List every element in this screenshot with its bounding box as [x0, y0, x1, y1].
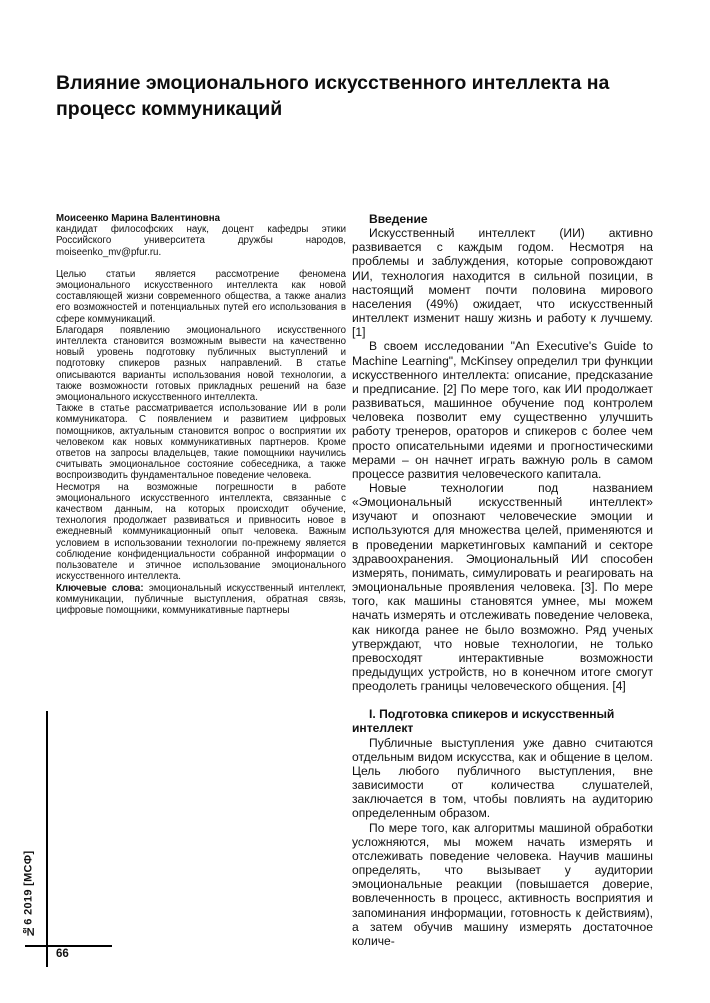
keywords — [56, 583, 346, 617]
abstract-paragraph: Целью статьи является рассмотрение феномена эмоционального искусственного интеллекта как новой составляющей жизни современного общества, а также анализ его возможностей и потенциальных путей его использования в сфере коммуникаций. — [56, 268, 346, 325]
footer-horizontal-rule — [25, 945, 112, 947]
keywords-label: Ключевые слова: — [56, 582, 144, 594]
author-name: Моисеенко Марина Валентиновна — [56, 213, 220, 224]
section-heading: I. Подготовка спикеров и искусственный интеллект — [352, 707, 615, 736]
body-paragraph: По мере того, как алгоритмы машиной обработки усложняются, мы можем начать измерять и отслеживать поведение человека. Научив машины определять, что вызывает у аудитории эмоциональные реакции (повышается доверие, вовлеченность в процесс, активность восприятия и запоминания информации, готовность к действиям), а затем обучив машину измерять достаточное количе- — [352, 820, 653, 948]
annotation-column — [56, 213, 346, 616]
journal-issue-label: №6 2019 [МСФ] — [22, 850, 35, 937]
page-title: Влияние эмоционального искусственного интеллекта на процесс коммуникаций — [56, 72, 610, 120]
body-paragraph: Публичные выступления уже давно считаются отдельным видом искусства, как и общение в целом. Цель любого публичного выступления, вне зависимости от количества слушателей, заключается в том, чтобы повлиять на аудиторию определенным образом. — [352, 735, 653, 821]
keywords-text: эмоциональный искусственный интеллект, коммуникации, публичные выступления, обратная связь, цифровые помощники, коммуникативные партнеры — [56, 582, 346, 616]
body-paragraph: Искусственный интеллект (ИИ) активно развивается с каждым годом. Несмотря на проблемы и заблуждения, которые сопровождают ИИ, технология находится в сильной позиции, в настоящий момент почти половина мирового населения (49%) ожидает, что искусственный интеллект изменит нашу жизнь и работу к лучшему. [1] — [352, 226, 653, 340]
author-affiliation: кандидат философских наук, доцент кафедры этики Российского университета дружбы народов, moiseenko_mv@pfur.ru. — [56, 224, 346, 258]
body-column — [352, 212, 653, 948]
abstract-paragraph: Несмотря на возможные погрешности в работе эмоционального искусственного интеллекта, связанные с качеством данным, на которых происходит обучение, технология продолжает развиваться и привносить новое в ежедневный коммуникационный опыт человека. Важным условием в использовании технологии по-прежнему является соблюдение конфиденциальности собранной информации о пользователе и этичное использование эмоционального искусственного интеллекта. — [56, 481, 346, 583]
abstract-paragraph: Благодаря появлению эмоционального искусственного интеллекта становится возможным вывести на качественно новый уровень подготовку публичных выступлений и подготовку спикеров разных направлений. В статье описываются варианты использования новой технологии, а также возможности готовых прикладных решений на базе эмоционального искусственного интеллекта. — [56, 324, 346, 404]
intro-heading: Введение — [369, 212, 428, 226]
abstract-paragraph: Также в статье рассматривается использование ИИ в роли коммуникатора. С появлением и развитием цифровых помощников, актуальным становится вопрос о восприятии их человеком как новых коммуникативных партнеров. Кроме ответов на запросы владельцев, такие помощники научились считывать эмоциональное состояние собеседника, а также воспроизводить фундаментальное поведение человека. — [56, 403, 346, 482]
sidebar-vertical-rule — [46, 711, 48, 967]
body-paragraph: Новые технологии под названием «Эмоциональный искусственный интеллект» изучают и опознают человеческие эмоции и используются для множества целей, применяются и в проведении маркетинговых кампаний и секторе здравоохранения. Эмоциональный ИИ способен измерять, понимать, симулировать и реагировать на эмоциональные проявления человека. [3]. По мере того, как машины становятся умнее, мы можем начать измерять и отслеживать поведение человека, как никогда ранее не было возможно. Ряд ученых утверждают, что новые технологии, не только превосходят интерактивные возможности предыдущих устройств, но в конечном итоге смогут преодолеть границы человеческого общения. [4] — [352, 480, 653, 694]
page-number: 66 — [56, 948, 69, 960]
body-paragraph: В своем исследовании "An Executive's Guide to Machine Learning", McKinsey определил три функции искусственного интеллекта: описание, предсказание и предписание. [2] По мере того, как ИИ продолжает развиваться, машинное обучение под контролем человека позволит ему существенно улучшить работу тренеров, ораторов и спикеров с более чем просто описательными идеями и прогностическими мерами – он начнет играть важную роль в самом процессе развития человеческого капитала. — [352, 339, 653, 481]
